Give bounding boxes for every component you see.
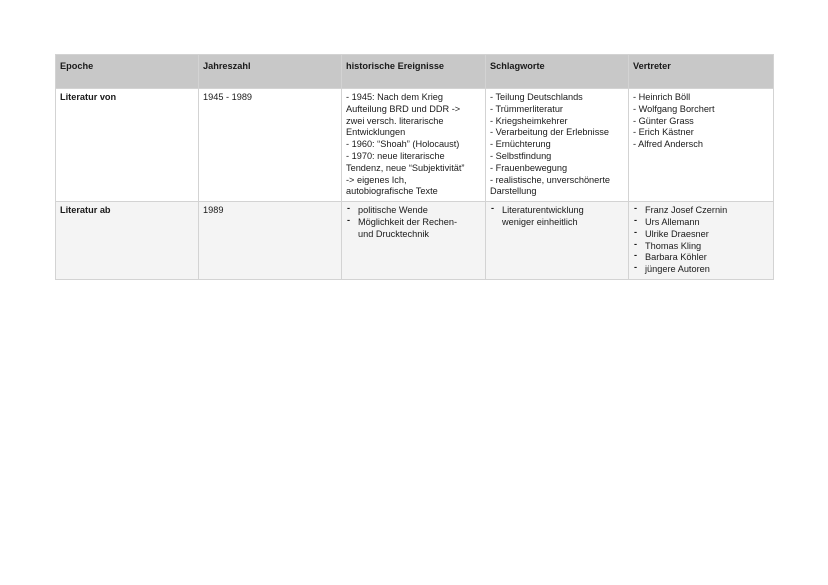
list-item: - Thomas Kling — [633, 241, 769, 253]
schlagwort-line: - Verarbeitung der Erlebnisse — [490, 127, 609, 138]
schlagwort-line: - Teilung Deutschlands — [490, 92, 583, 102]
schlagwort-line: Darstellung — [490, 186, 537, 197]
cell-schlagworte — [486, 89, 629, 202]
list-item: - Ulrike Draesner — [633, 229, 769, 241]
header-historische-ereignisse: historische Ereignisse — [342, 55, 486, 89]
cell-jahreszahl: 1989 — [199, 202, 342, 280]
cell-vertreter — [629, 202, 774, 280]
table-header-row — [56, 55, 774, 89]
ereignis-line: Aufteilung BRD und DDR -> — [346, 103, 461, 114]
list-item-continuation: weniger einheitlich — [502, 216, 578, 227]
list-item: - Literaturentwicklung — [490, 205, 624, 217]
cell-vertreter — [629, 89, 774, 202]
ereignis-line: - 1960: “Shoah” (Holocaust) — [346, 139, 460, 150]
list-item: - Möglichkeit der Rechen- — [346, 217, 481, 229]
schlagwort-line: - Selbstfindung — [490, 150, 552, 161]
vertreter-line: - Wolfgang Borchert — [633, 103, 715, 114]
list-item: - Barbara Köhler — [633, 252, 769, 264]
ereignis-line: - 1945: Nach dem Krieg — [346, 92, 444, 102]
schlagwort-line: - Trümmerliteratur — [490, 103, 563, 114]
ereignis-line: -> eigenes Ich, — [346, 174, 407, 185]
table-row — [56, 202, 774, 280]
schlagwort-line: - Ernüchterung — [490, 139, 551, 150]
cell-ereignisse — [342, 202, 486, 280]
ereignis-line: - 1970: neue literarische — [346, 150, 445, 161]
schlagwort-line: - realistische, unverschönerte — [490, 174, 611, 185]
schlagwort-line: - Frauenbewegung — [490, 162, 568, 173]
header-jahreszahl: Jahreszahl — [199, 55, 342, 89]
cell-ereignisse — [342, 89, 486, 202]
table-row — [56, 89, 774, 202]
header-schlagworte: Schlagworte — [486, 55, 629, 89]
ereignis-line: autobiografische Texte — [346, 186, 438, 197]
cell-epoche: Literatur ab — [56, 202, 199, 280]
header-epoche: Epoche — [56, 55, 199, 89]
list-item: - Franz Josef Czernin — [633, 205, 769, 217]
cell-jahreszahl: 1945 - 1989 — [199, 89, 342, 202]
list-item: - jüngere Autoren — [633, 264, 769, 276]
list-item-continuation: und Drucktechnik — [358, 228, 429, 239]
ereignis-line: Tendenz, neue “Subjektivität” — [346, 162, 465, 173]
cell-epoche: Literatur von — [56, 89, 199, 202]
list-item: - politische Wende — [346, 205, 481, 217]
schlagwort-line: - Kriegsheimkehrer — [490, 115, 568, 126]
vertreter-line: - Heinrich Böll — [633, 92, 691, 102]
list-item: - Urs Allemann — [633, 217, 769, 229]
ereignis-line: Entwicklungen — [346, 127, 406, 138]
vertreter-line: - Alfred Andersch — [633, 139, 703, 150]
ereignisse-list — [346, 205, 481, 240]
vertreter-line: - Erich Kästner — [633, 127, 694, 138]
schlagworte-list — [490, 205, 624, 229]
vertreter-line: - Günter Grass — [633, 115, 694, 126]
vertreter-list — [633, 205, 769, 276]
ereignis-line: zwei versch. literarische — [346, 115, 444, 126]
header-vertreter: Vertreter — [629, 55, 774, 89]
cell-schlagworte — [486, 202, 629, 280]
literature-epochs-table — [55, 54, 774, 280]
